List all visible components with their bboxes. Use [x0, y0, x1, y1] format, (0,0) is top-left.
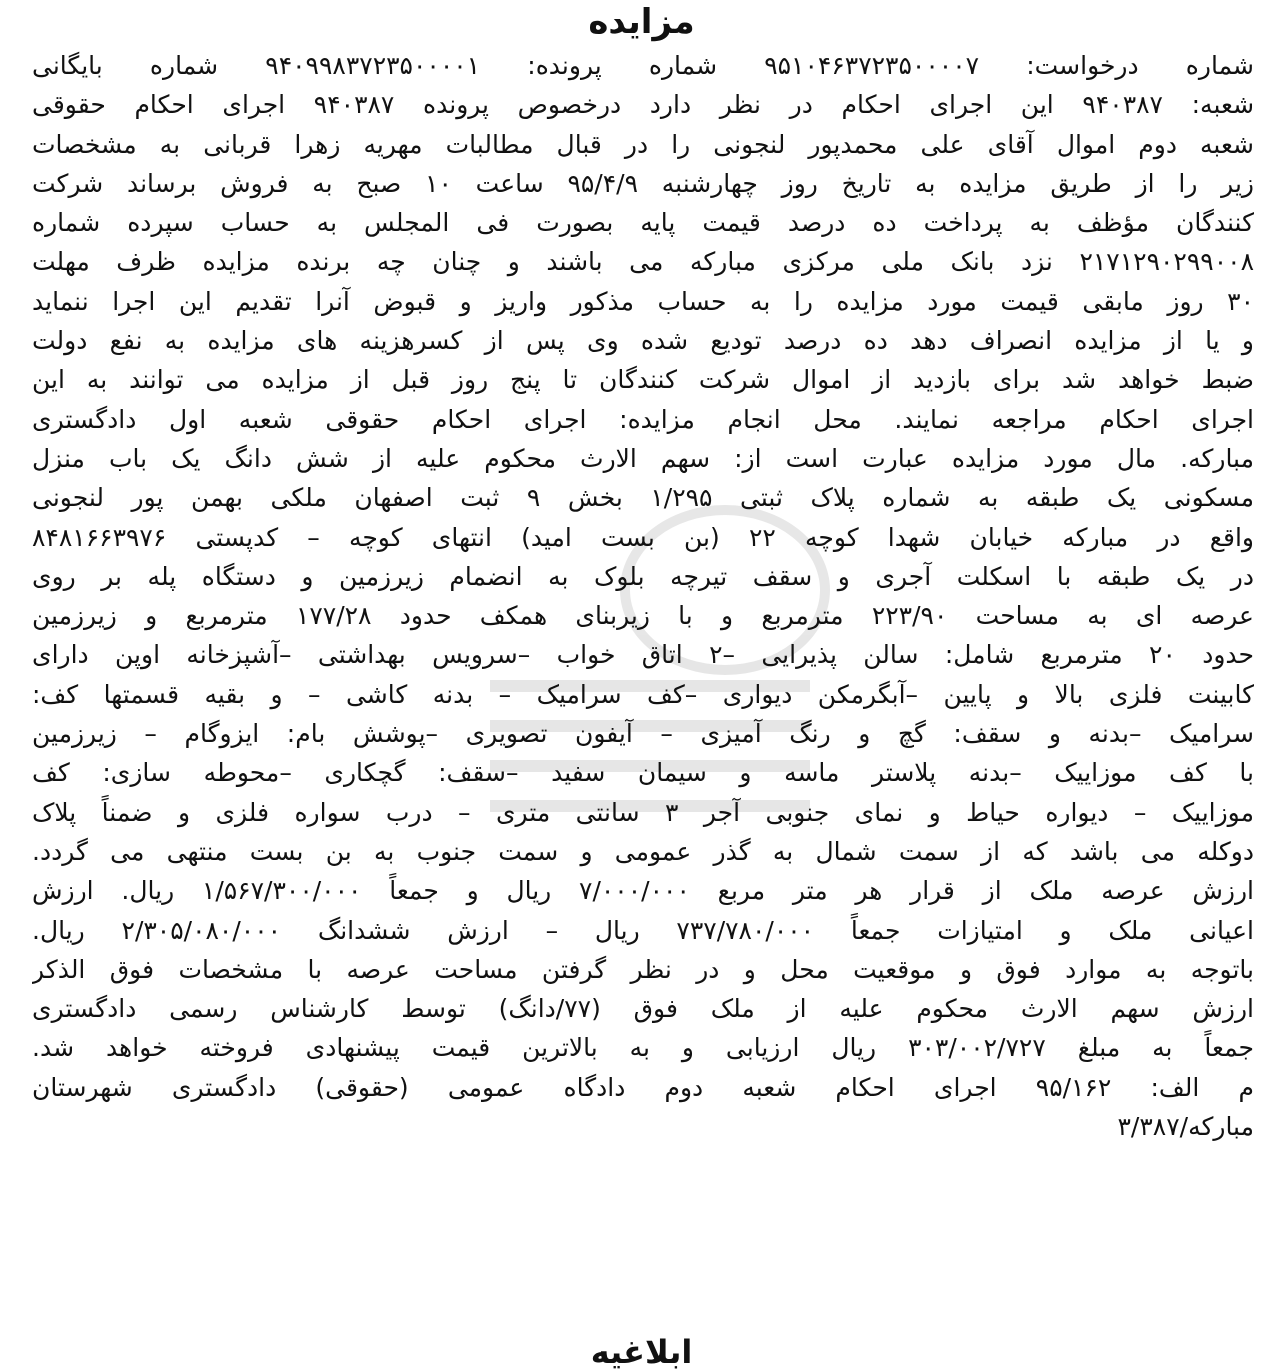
text-line: در یک طبقه با اسکلت آجری و سقف تیرچه بلوک به انضمام زیرزمین و دستگاه پله بر روی — [32, 561, 1254, 591]
text-line: باتوجه به موارد فوق و موقعیت محل و در نظر گرفتن مساحت عرصه با مشخصات فوق الذکر — [32, 954, 1254, 984]
text-line: کابینت فلزی بالا و پایین –آبگرمکن دیواری –کف سرامیک – بدنه کاشی – و بقیه قسمتها کف: — [32, 679, 1254, 709]
text-line: عرصه ای به مساحت ۲۲۳/۹۰ مترمربع و با زیربنای همکف حدود ۱۷۷/۲۸ مترمربع و زیرزمین — [32, 601, 1254, 631]
text-line: جمعاً به مبلغ ۳۰۳/۰۰۲/۷۲۷ ریال ارزیابی و به بالاترین قیمت پیشنهادی فروخته خواهد شد. — [32, 1033, 1254, 1063]
text-line: شعبه: ۹۴۰۳۸۷ این اجرای احکام در نظر دارد درخصوص پرونده ۹۴۰۳۸۷ اجرای احکام حقوقی — [32, 90, 1254, 120]
text-line: ضبط خواهد شد برای بازدید از اموال شرکت کنندگان تا پنج روز قبل از مزایده می توانند به این — [32, 365, 1254, 395]
text-line: اجرای احکام مراجعه نمایند. محل انجام مزایده: اجرای احکام حقوقی شعبه اول دادگستری — [32, 404, 1254, 434]
text-line: اعیانی ملک و امتیازات جمعاً ۷۳۷/۷۸۰/۰۰۰ ریال – ارزش ششدانگ ۲/۳۰۵/۰۸۰/۰۰۰ ریال. — [32, 915, 1254, 945]
text-line: حدود ۲۰ مترمربع شامل: سالن پذیرایی –۲ اتاق خواب –سرویس بهداشتی –آشپزخانه اوپن دارای — [32, 640, 1254, 670]
notice-body — [32, 46, 1254, 1146]
text-line: ارزش سهم الارث محکوم علیه از ملک فوق (۷۷/دانگ) توسط کارشناس رسمی دادگستری — [32, 994, 1254, 1024]
text-line: شماره درخواست: ۹۵۱۰۴۶۳۷۲۳۵۰۰۰۰۷ شماره پرونده: ۹۴۰۹۹۸۳۷۲۳۵۰۰۰۰۱ شماره بایگانی — [32, 51, 1254, 80]
next-notice-title: ابلاغیه — [590, 1333, 693, 1371]
text-line: مبارکه. مال مورد مزایده عبارت است از: سهم الارث محکوم علیه از شش دانگ یک باب منزل — [32, 443, 1254, 473]
text-line: ارزش عرصه ملک از قرار هر متر مربع ۷/۰۰۰/۰۰۰ ریال و جمعاً ۱/۵۶۷/۳۰۰/۰۰۰ ریال. ارزش — [32, 876, 1254, 906]
text-line: ۲۱۷۱۲۹۰۲۹۹۰۰۸ نزد بانک ملی مرکزی مبارکه می باشند و چنان چه برنده مزایده ظرف مهلت — [32, 247, 1254, 277]
text-line: و یا از مزایده انصراف دهد ده درصد تودیع شده وی پس از کسرهزینه های مزایده به نفع دولت — [32, 326, 1254, 356]
text-line: مسکونی یک طبقه به شماره پلاک ثبتی ۱/۲۹۵ بخش ۹ ثبت اصفهان ملکی بهمن پور لنجونی — [32, 483, 1254, 513]
text-line: موزاییک – دیواره حیاط و نمای جنوبی آجر ۳ سانتی متری – درب سواره فلزی و ضمناً پلاک — [32, 797, 1254, 827]
text-line: ۳۰ روز مابقی قیمت مورد مزایده را به حساب مذکور واریز و قبوض آنرا تقدیم این اجرا ننماید — [32, 286, 1254, 316]
text-line: م الف: ۹۵/۱۶۲ اجرای احکام شعبه دوم دادگاه عمومی (حقوقی) دادگستری شهرستان — [32, 1072, 1254, 1102]
text-line: دوکله می باشد که از سمت شمال به گذر عمومی و سمت جنوب به بن بست منتهی می گردد. — [32, 836, 1254, 866]
text-line-last: مبارکه/۳/۳۸۷ — [1117, 1112, 1254, 1142]
text-line: با کف موزاییک –بدنه پلاستر ماسه و سیمان سفید –سقف: گچکاری –محوطه سازی: کف — [32, 758, 1254, 788]
text-line: سرامیک –بدنه و سقف: گچ و رنگ آمیزی – آیفون تصویری –پوشش بام: ایزوگام – زیرزمین — [32, 719, 1254, 749]
text-line: واقع در مبارکه خیابان شهدا کوچه ۲۲ (بن بست امید) انتهای کوچه – کدپستی ۸۴۸۱۶۶۳۹۷۶ — [32, 522, 1254, 552]
text-line: زیر را از طریق مزایده به تاریخ روز چهارشنبه ۹۵/۴/۹ ساعت ۱۰ صبح به فروش برساند شرکت — [32, 168, 1254, 198]
text-line: شعبه دوم اموال آقای علی محمدپور لنجونی را در قبال مطالبات مهریه زهرا قربانی به مشخصات — [32, 129, 1254, 159]
notice-title: مزایده — [588, 2, 695, 42]
text-line: کنندگان مؤظف به پرداخت ده درصد قیمت پایه بصورت فی المجلس به حساب سپرده شماره — [32, 208, 1254, 238]
